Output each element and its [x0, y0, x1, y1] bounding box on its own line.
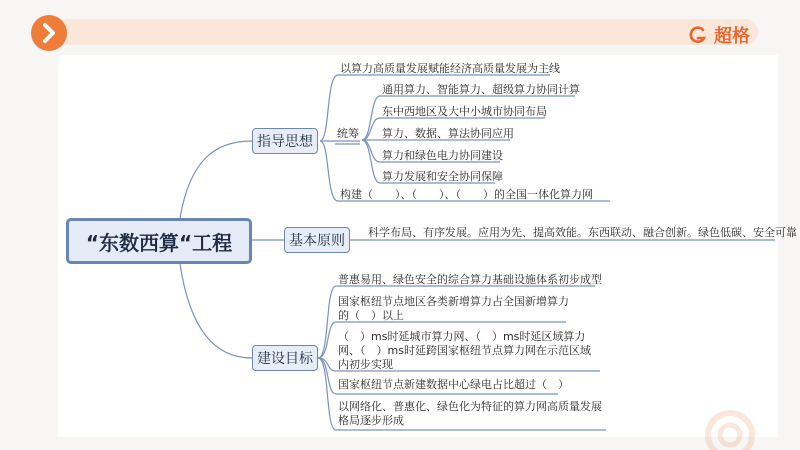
- list-item: 构建（ ）、（ ）、（ ）的全国一体化算力网: [340, 188, 593, 201]
- list-item: 东中西地区及大中小城市协同布局: [382, 105, 547, 118]
- list-item: 科学布局、有序发展。应用为先、提高效能。东西联动、融合创新。绿色低碳、安全可靠: [368, 226, 797, 239]
- branch-guiding-thought: 指导思想: [252, 128, 318, 154]
- list-item: 统筹: [337, 127, 359, 140]
- list-item: 以网络化、普惠化、绿色化为特征的算力网高质量发展格局逐步形成: [338, 400, 602, 427]
- list-item: 普惠易用、绿色安全的综合算力基础设施体系初步成型: [338, 273, 602, 286]
- branch-construction-goals: 建设目标: [252, 345, 318, 371]
- root-node: “东数西算“工程: [66, 218, 252, 264]
- list-item: 以算力高质量发展赋能经济高质量发展为主线: [340, 62, 560, 75]
- brand-name: 超格: [714, 26, 750, 47]
- list-item: 算力发展和安全协同保障: [382, 170, 503, 183]
- decorative-swirl-icon: [700, 395, 760, 450]
- list-item: 国家枢纽节点新建数据中心绿电占比超过（ ）: [338, 378, 569, 391]
- branch-basic-principles: 基本原则: [284, 227, 350, 253]
- list-item: 算力和绿色电力协同建设: [382, 149, 503, 162]
- list-item: 国家枢纽节点地区各类新增算力占全国新增算力的（ ）以上: [338, 295, 569, 322]
- list-item: 通用算力、智能算力、超级算力协同计算: [382, 83, 580, 96]
- list-item: （ ）ms时延城市算力网、（ ）ms时延区域算力网、（ ）ms时延跨国家枢纽节点算力网在示范区域内初步实现: [338, 330, 591, 371]
- list-item: 算力、数据、算法协同应用: [382, 127, 514, 140]
